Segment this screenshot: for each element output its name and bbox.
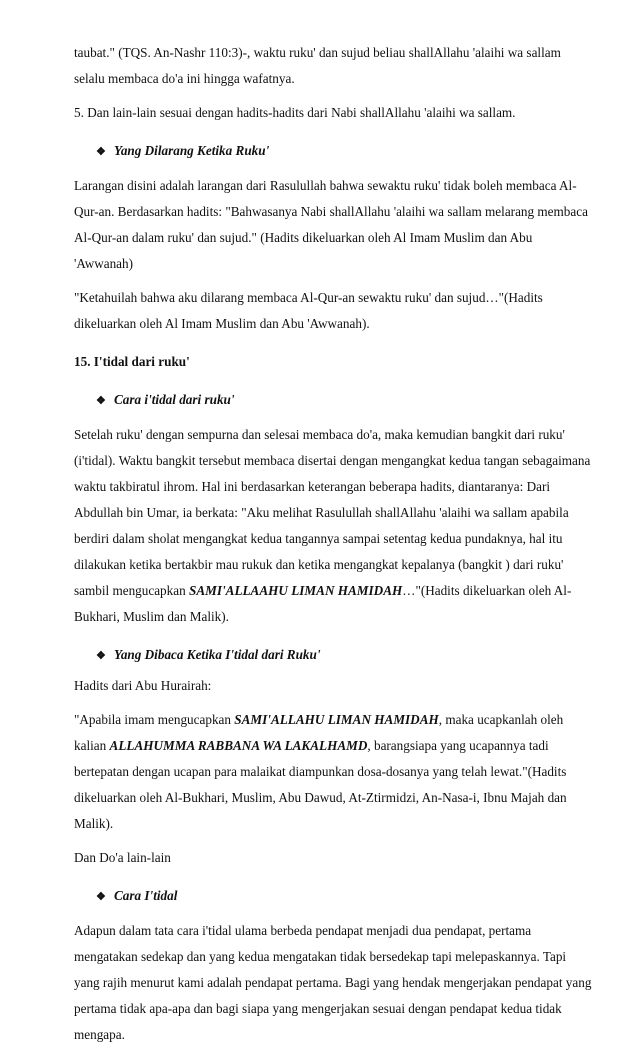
- bullet-heading-dilarang-ruku: [74, 138, 594, 165]
- bullet-heading-cara-itidal-ruku: [74, 387, 594, 414]
- diamond-bullet-icon: ❖: [96, 650, 106, 662]
- paragraph-setelah-ruku: [74, 422, 594, 630]
- paragraph-adapun: Adapun dalam tata cara i'tidal ulama berbeda pendapat menjadi dua pendapat, pertama mengatakan sedekap dan yang kedua mengatakan tidak bersedekap tapi melepaskannya. Tapi yang rajih menurut kami adalah pendapat pertama. Bagi yang hendak mengerjakan pendapat yang pertama tidak apa-apa dan bagi siapa yang mengerjakan sesuai dengan pendapat kedua tidak mengapa.: [74, 923, 592, 1042]
- paragraph-text: "Apabila imam mengucapkan: [74, 712, 235, 727]
- diamond-bullet-icon: ❖: [96, 891, 106, 903]
- paragraph-text: , barangsiapa yang ucapannya tadi bertepatan dengan ucapan para malaikat diampunkan dosa-dosanya yang telah lewat."(Hadits dikeluarkan oleh Al-Bukhari, Muslim, Abu Dawud, At-Ztirmidzi, An-Nasa-i, Ibnu Majah dan Malik).: [74, 738, 567, 831]
- paragraph-text: , maka ucapkanlah oleh kalian: [74, 712, 564, 753]
- dhikr-text: SAMI'ALLAHU LIMAN HAMIDAH: [234, 712, 439, 727]
- paragraph-text: …"(Hadits dikeluarkan oleh Al-Bukhari, Muslim dan Malik).: [74, 583, 572, 624]
- section-heading-itidal: 15. I'tidal dari ruku': [74, 354, 190, 369]
- bullet-heading-text: Cara I'tidal: [114, 888, 178, 903]
- bullet-heading-text: Yang Dilarang Ketika Ruku': [114, 143, 270, 158]
- bullet-heading-cara-itidal: [74, 883, 594, 910]
- bullet-heading-dibaca-itidal: [74, 642, 594, 669]
- diamond-bullet-icon: ❖: [96, 146, 106, 158]
- paragraph-doa-lain: Dan Do'a lain-lain: [74, 850, 171, 865]
- paragraph-abu-hurairah: Hadits dari Abu Hurairah:: [74, 678, 212, 693]
- diamond-bullet-icon: ❖: [96, 395, 106, 407]
- document-page: [74, 40, 594, 1048]
- paragraph-taubat: taubat." (TQS. An-Nashr 110:3)-, waktu ruku' dan sujud beliau shallAllahu 'alaihi wa sallam selalu membaca do'a ini hingga wafatnya.: [74, 45, 561, 86]
- paragraph-item-5: 5. Dan lain-lain sesuai dengan hadits-hadits dari Nabi shallAllahu 'alaihi wa sallam.: [74, 105, 516, 120]
- bullet-heading-text: Yang Dibaca Ketika I'tidal dari Ruku': [114, 647, 321, 662]
- paragraph-text: Setelah ruku' dengan sempurna dan selesai membaca do'a, maka kemudian bangkit dari ruku' (i'tidal). Waktu bangkit tersebut membaca disertai dengan mengangkat kedua tangan sebagaimana waktu takbiratul ihrom. Hal ini berdasarkan keterangan beberapa hadits, diantaranya: Dari Abdullah bin Umar, ia berkata: "Aku melihat Rasulullah shallAllahu 'alaihi wa sallam apabila berdiri dalam sholat mengangkat kedua tangannya sampai setentag kedua pundaknya, hal itu dilakukan ketika bertakbir mau rukuk dan ketika mengangkat kepalanya (bangkit ) dari ruku' sambil mengucapkan: [74, 427, 591, 598]
- paragraph-larangan: Larangan disini adalah larangan dari Rasulullah bahwa sewaktu ruku' tidak boleh membaca Al-Qur-an. Berdasarkan hadits: "Bahwasanya Nabi shallAllahu 'alaihi wa sallam melarang membaca Al-Qur-an dalam ruku' dan sujud." (Hadits dikeluarkan oleh Al Imam Muslim dan Abu 'Awwanah): [74, 178, 588, 271]
- paragraph-ketahuilah: "Ketahuilah bahwa aku dilarang membaca Al-Qur-an sewaktu ruku' dan sujud…"(Hadits dikeluarkan oleh Al Imam Muslim dan Abu 'Awwanah).: [74, 290, 543, 331]
- paragraph-apabila-imam: [74, 707, 594, 837]
- dhikr-text: ALLAHUMMA RABBANA WA LAKALHAMD: [109, 738, 368, 753]
- dhikr-text: SAMI'ALLAAHU LIMAN HAMIDAH: [189, 583, 403, 598]
- bullet-heading-text: Cara i'tidal dari ruku': [114, 392, 235, 407]
